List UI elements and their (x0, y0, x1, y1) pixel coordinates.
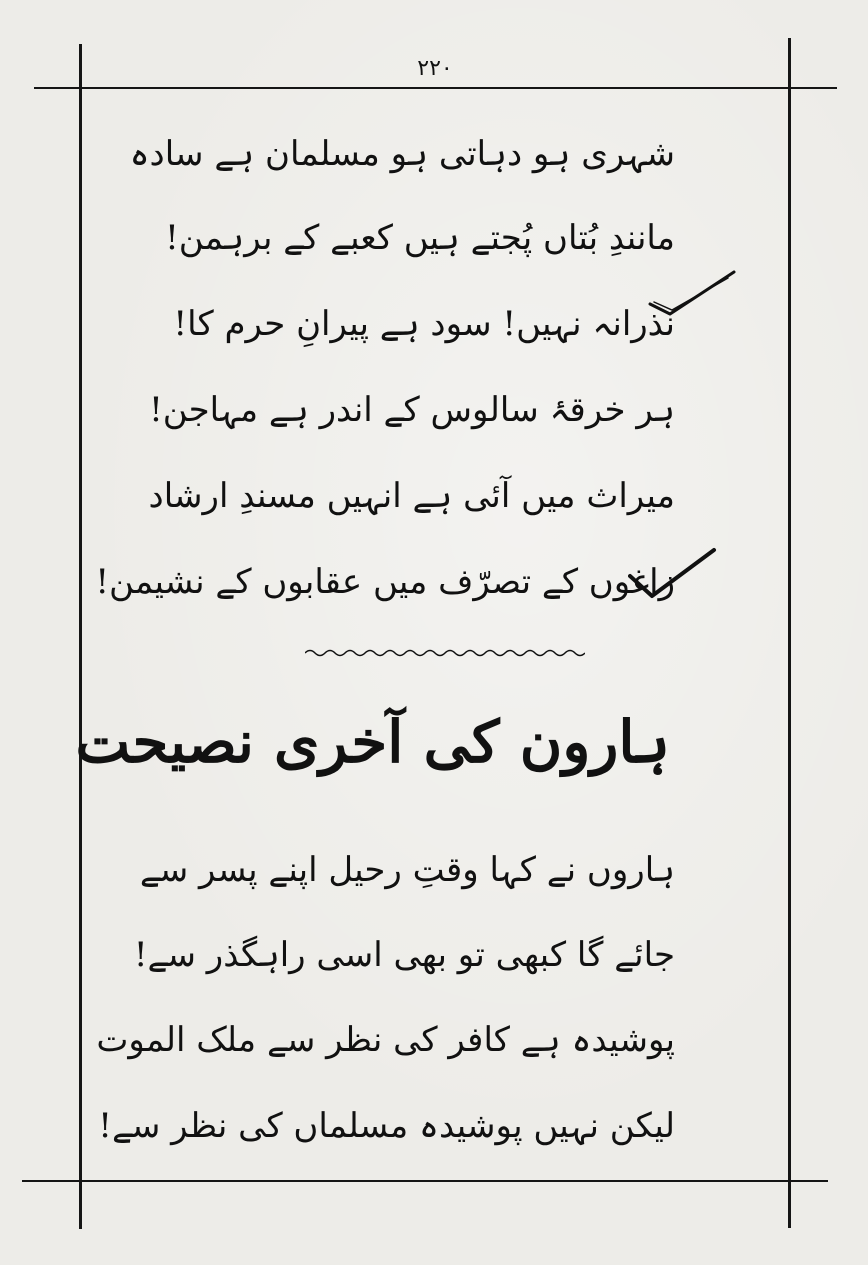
verse-line: میراث میں آئی ہے انہیں مسندِ ارشاد (148, 476, 675, 516)
verse-line: نذرانہ نہیں! سود ہے پیرانِ حرم کا! (173, 304, 675, 344)
top-border-rule (34, 87, 837, 89)
verse-line: ہاروں نے کہا وقتِ رحیل اپنے پسر سے (139, 850, 675, 890)
bottom-border-rule (22, 1180, 828, 1182)
verse-line: پوشیدہ ہے کافر کی نظر سے ملک الموت (96, 1020, 675, 1060)
verse-line: جائے گا کبھی تو بھی اسی راہگذر سے! (133, 935, 675, 975)
left-border-rule (79, 44, 82, 1229)
check-mark-icon (648, 270, 738, 325)
verse-line: لیکن نہیں پوشیدہ مسلماں کی نظر سے! (98, 1106, 675, 1146)
wavy-divider (305, 646, 585, 660)
verse-line: شہری ہو دہاتی ہو مسلمان ہے سادہ (129, 134, 675, 174)
page-number: ۲۲۰ (417, 56, 453, 81)
right-border-rule (788, 38, 791, 1228)
verse-line: مانندِ بُتاں پُجتے ہیں کعبے کے برہمن! (165, 218, 675, 258)
poem-title: ہارون کی آخری نصیحت (75, 708, 670, 776)
verse-line: ہر خرقۂ سالوس کے اندر ہے مہاجن! (149, 390, 675, 430)
verse-line: زاغوں کے تصرّف میں عقابوں کے نشیمن! (95, 562, 675, 602)
check-mark-icon (628, 546, 718, 601)
